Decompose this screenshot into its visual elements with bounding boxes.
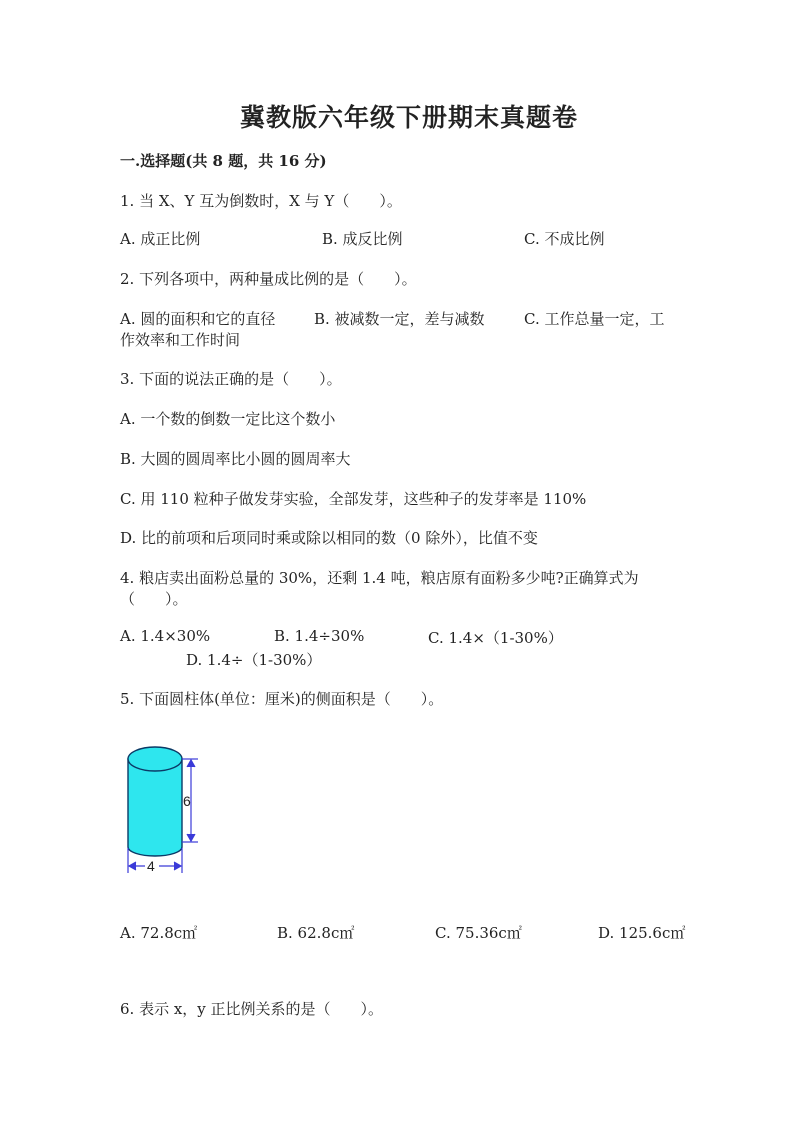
question-4-stem-cont: （ ）。 xyxy=(120,590,188,608)
question-2-option-a: A. 圆的面积和它的直径 xyxy=(120,310,276,328)
question-2-option-c: C. 工作总量一定，工 xyxy=(524,310,665,328)
question-5-option-c: C. 75.36c㎡ xyxy=(435,924,522,942)
cylinder-top xyxy=(128,747,182,771)
question-3-option-d: D. 比的前项和后项同时乘或除以相同的数（0 除外），比值不变 xyxy=(120,529,538,547)
page-title: 冀教版六年级下册期末真题卷 xyxy=(240,103,579,132)
question-5-option-d: D. 125.6c㎡ xyxy=(598,924,686,942)
section-heading: 一.选择题(共 8 题，共 16 分) xyxy=(120,152,327,170)
cylinder-figure xyxy=(120,738,230,878)
height-label: 6 xyxy=(183,793,191,809)
question-4-option-a: A. 1.4×30% xyxy=(120,627,211,645)
question-3-option-b: B. 大圆的圆周率比小圆的圆周率大 xyxy=(120,450,351,468)
question-1-stem: 1. 当 X、Y 互为倒数时，X 与 Y（ ）。 xyxy=(120,192,402,210)
question-6-stem: 6. 表示 x，y 正比例关系的是（ ）。 xyxy=(120,1000,384,1018)
question-2-option-c-cont: 作效率和工作时间 xyxy=(120,331,241,349)
question-3-stem: 3. 下面的说法正确的是（ ）。 xyxy=(120,370,342,388)
question-2-option-b: B. 被减数一定，差与减数 xyxy=(314,310,485,328)
diameter-label: 4 xyxy=(147,858,155,874)
question-3-option-a: A. 一个数的倒数一定比这个数小 xyxy=(120,410,336,428)
question-4-option-b: B. 1.4÷30% xyxy=(274,627,365,645)
question-2-stem: 2. 下列各项中，两种量成比例的是（ ）。 xyxy=(120,270,417,288)
question-4-option-d: D. 1.4÷（1-30%） xyxy=(186,651,322,669)
question-5-option-a: A. 72.8c㎡ xyxy=(120,924,198,942)
question-1-option-c: C. 不成比例 xyxy=(524,230,605,248)
question-5-stem: 5. 下面圆柱体(单位：厘米)的侧面积是（ ）。 xyxy=(120,690,444,708)
question-1-option-b: B. 成反比例 xyxy=(322,230,403,248)
question-5-option-b: B. 62.8c㎡ xyxy=(277,924,355,942)
question-4-option-c: C. 1.4×（1-30%） xyxy=(428,629,563,647)
question-1-option-a: A. 成正比例 xyxy=(120,230,201,248)
question-4-stem: 4. 粮店卖出面粉总量的 30%，还剩 1.4 吨，粮店原有面粉多少吨?正确算式为 xyxy=(120,569,639,587)
question-3-option-c: C. 用 110 粒种子做发芽实验，全部发芽，这些种子的发芽率是 110% xyxy=(120,490,587,508)
cylinder-body xyxy=(128,759,182,856)
